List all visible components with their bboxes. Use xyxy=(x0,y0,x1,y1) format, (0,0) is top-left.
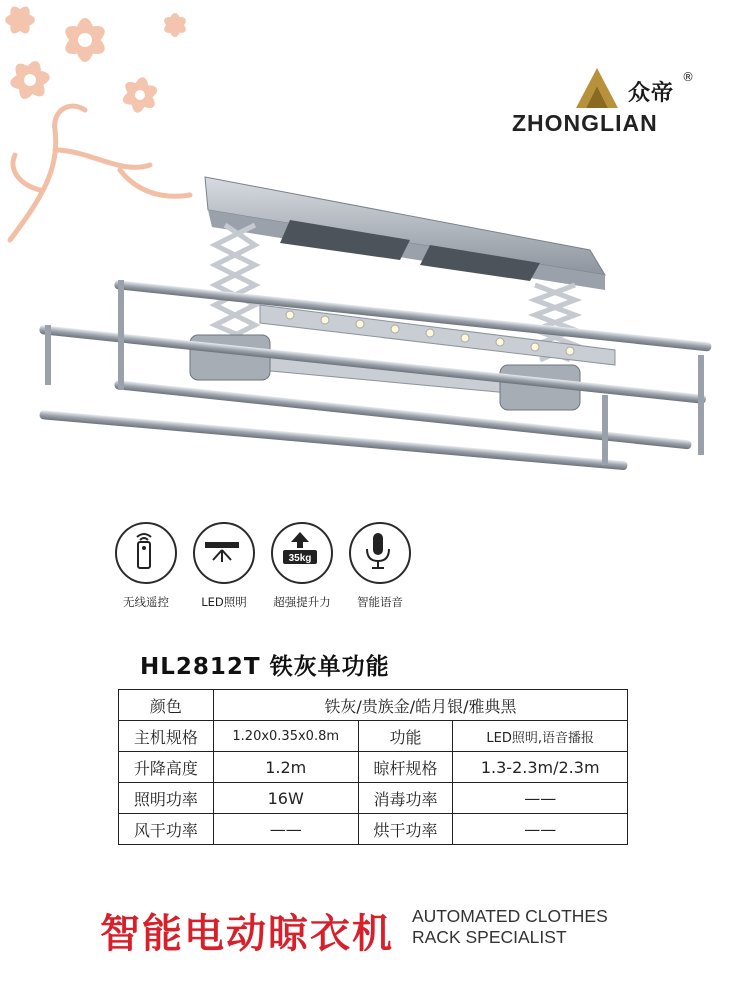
brand-name-cn: 众帝 xyxy=(628,81,675,106)
spec-label: 主机规格 xyxy=(119,721,214,752)
feature-icons xyxy=(110,522,420,612)
model-title: HL2812T 铁灰单功能 xyxy=(140,654,390,680)
feature-label: LED照明 xyxy=(201,595,247,609)
table-row xyxy=(119,721,628,752)
spec-table xyxy=(118,689,628,845)
led-light-icon xyxy=(193,522,255,584)
table-row xyxy=(119,752,628,783)
spec-value: 1.3-2.3m/2.3m xyxy=(453,752,628,783)
spec-label: 消毒功率 xyxy=(358,783,453,814)
slogan-en-line2: RACK SPECIALIST xyxy=(412,927,567,947)
spec-value: —— xyxy=(213,814,358,845)
spec-value: 1.2m xyxy=(213,752,358,783)
feature-voice xyxy=(344,522,416,610)
spec-value: 1.20x0.35x0.8m xyxy=(213,721,358,752)
feature-label: 智能语音 xyxy=(357,595,403,609)
remote-control-icon xyxy=(115,522,177,584)
spec-label: 照明功率 xyxy=(119,783,214,814)
table-row xyxy=(119,783,628,814)
spec-label: 功能 xyxy=(358,721,453,752)
brand-logo xyxy=(512,62,712,142)
brand-registered-mark: ® xyxy=(682,70,694,84)
slogan-en xyxy=(412,906,608,948)
slogan-en-line1: AUTOMATED CLOTHES xyxy=(412,906,608,926)
spec-value: LED照明,语音播报 xyxy=(453,721,628,752)
spec-label: 晾杆规格 xyxy=(358,752,453,783)
slogan-cn: 智能电动晾衣机 xyxy=(100,911,394,957)
feature-label: 超强提升力 xyxy=(273,595,331,609)
spec-value: —— xyxy=(453,814,628,845)
clothes-rack-illustration xyxy=(30,165,720,495)
feature-label: 无线遥控 xyxy=(123,595,169,609)
brand-mountain-icon xyxy=(574,66,620,110)
spec-label: 升降高度 xyxy=(119,752,214,783)
spec-value: 铁灰/贵族金/皓月银/雅典黑 xyxy=(213,690,627,721)
lift-weight-badge: 35kg xyxy=(288,553,312,564)
table-row xyxy=(119,690,628,721)
feature-led xyxy=(188,522,260,610)
feature-lift xyxy=(266,522,338,610)
table-row xyxy=(119,814,628,845)
spec-label: 风干功率 xyxy=(119,814,214,845)
microphone-icon xyxy=(349,522,411,584)
spec-value: —— xyxy=(453,783,628,814)
spec-label: 烘干功率 xyxy=(358,814,453,845)
brand-name-en: ZHONGLIAN xyxy=(512,110,658,136)
lift-35kg-icon xyxy=(271,522,333,584)
feature-remote xyxy=(110,522,182,610)
spec-label: 颜色 xyxy=(119,690,214,721)
spec-value: 16W xyxy=(213,783,358,814)
